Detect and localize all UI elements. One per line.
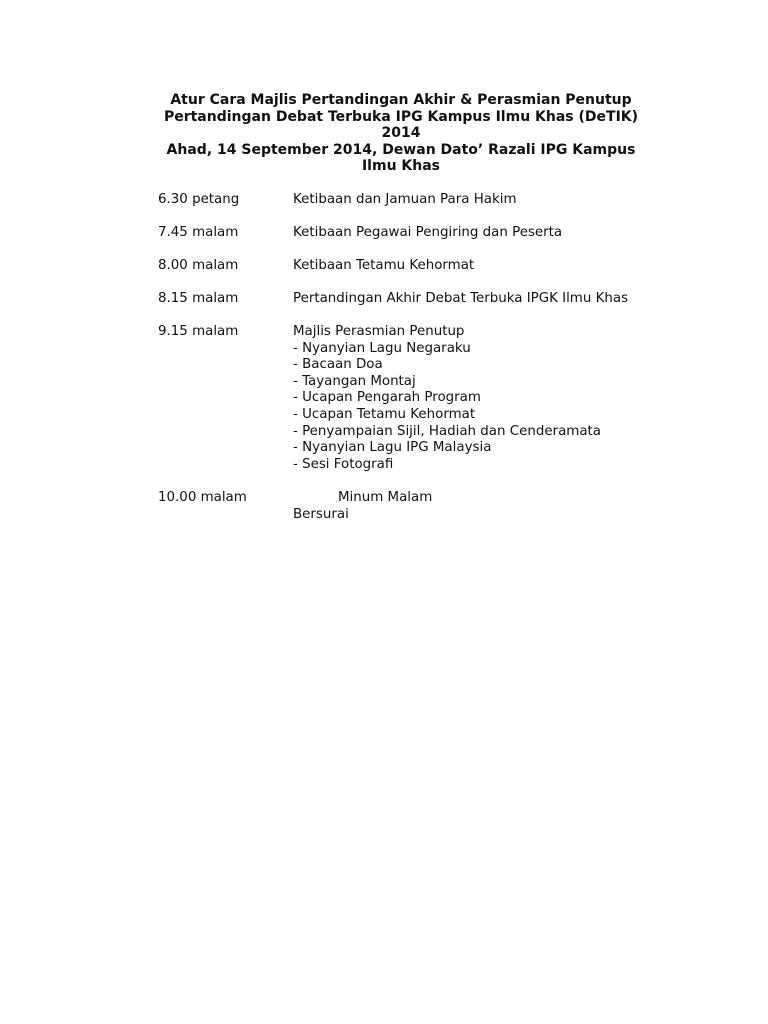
schedule-time: 6.30 petang xyxy=(158,192,240,207)
list-item: - Penyampaian Sijil, Hadiah dan Cenderamata xyxy=(293,423,601,439)
list-item: - Sesi Fotografi xyxy=(293,456,394,472)
schedule-desc: Majlis Perasmian Penutup xyxy=(293,324,465,339)
schedule-desc: Pertandingan Akhir Debat Terbuka IPGK Ilmu Khas xyxy=(293,291,629,306)
schedule-subnote: Bersurai xyxy=(293,506,349,522)
schedule-desc: Ketibaan Tetamu Kehormat xyxy=(293,258,475,273)
heading-line-3: 2014 xyxy=(381,125,421,142)
list-item: - Nyanyian Lagu Negaraku xyxy=(293,340,471,356)
list-item: - Tayangan Montaj xyxy=(293,373,416,389)
program-list xyxy=(293,341,601,474)
schedule-time: 8.15 malam xyxy=(158,291,239,306)
heading-line-2: Pertandingan Debat Terbuka IPG Kampus Ilmu Khas (DeTIK) xyxy=(163,108,639,125)
schedule-desc: Ketibaan Pegawai Pengiring dan Peserta xyxy=(293,225,563,240)
schedule-time: 10.00 malam xyxy=(158,490,247,505)
list-item: - Nyanyian Lagu IPG Malaysia xyxy=(293,440,492,456)
document-heading xyxy=(160,92,642,175)
schedule-desc: Minum Malam xyxy=(338,490,433,505)
schedule-time: 8.00 malam xyxy=(158,258,239,273)
schedule-time: 7.45 malam xyxy=(158,225,239,240)
heading-line-1: Atur Cara Majlis Pertandingan Akhir & Perasmian Penutup xyxy=(170,92,632,108)
schedule-desc: Ketibaan dan Jamuan Para Hakim xyxy=(293,192,517,207)
list-item: - Bacaan Doa xyxy=(293,357,383,373)
heading-line-5: Ilmu Khas xyxy=(361,158,441,175)
schedule-time: 9.15 malam xyxy=(158,324,239,339)
list-item: - Ucapan Pengarah Program xyxy=(293,390,481,406)
heading-line-4: Ahad, 14 September 2014, Dewan Dato’ Razali IPG Kampus xyxy=(166,141,636,158)
list-item: - Ucapan Tetamu Kehormat xyxy=(293,406,476,422)
